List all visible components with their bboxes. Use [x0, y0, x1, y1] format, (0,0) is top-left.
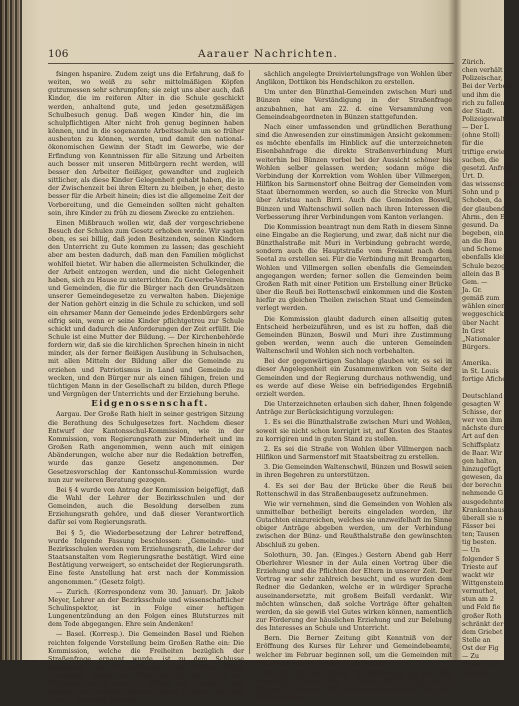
facing-page-line: Bürgers. — [462, 342, 491, 351]
news-item: Bei der Nationalratswahl im Oberaargau hat bei 7094 eingelegten Stimmzetteln Hr. Pfarrer Bitzius 3408 und Hr. Bürgerrath Gugger 3408 erhalten; das absolute Mehr war 3548 Stimmen. — [256, 668, 452, 702]
facing-page-line: Amerika. — [462, 359, 492, 368]
facing-page-line: Schiffsplatz — [462, 440, 500, 449]
news-item: Bei der gegenwärtigen Sachlage glauben wir, es sei in dieser Angelegenheit ein Zusammenwirken von Seite der Gemeinden und der Regierung durchaus nothwendig, und es werde auf diese Weise ein befriedigendes Ergebniß erzielt werden. — [256, 357, 452, 398]
facing-page-line: Schoben, da — [462, 196, 502, 205]
facing-page-line: und Scheme — [462, 245, 503, 254]
facing-page-line: nehmende G — [462, 489, 503, 498]
facing-page-line: „Nationaler — [462, 334, 500, 343]
facing-page-line: tig besten. — [462, 538, 497, 547]
facing-page-line: (ohne Stoll) — [462, 131, 500, 140]
facing-page-line: Stelle an — [462, 635, 491, 644]
news-item: Bei § 5, die Wiederbesetzung der Lehrer betreffend, wurde folgende Fassung beschlossen: „Gemeinde- und Bezirksschulen werden vom Erziehungsrath, die Lehrer der Staatsanstalten vom Regierungsrathe bestätigt. Wird eine Bestätigung verweigert, so entscheidet der Regierungsrath. Eine feste Anstellung hat erst nach der Kommission angenommen.“ (Gesetz folgt). — [48, 528, 244, 586]
facing-page-line: das wissenschaft. — [462, 180, 519, 189]
facing-page-line: gesetzl. Anfrage — [462, 163, 515, 172]
newspaper-page — [48, 48, 454, 704]
news-item: 2. Es sei die Straße von Wohlen über Villmergen nach Hilfikon und Sarmenstorf mit Staatsbeitrag zu erstellen. — [256, 444, 452, 462]
facing-page-line: Fässer bei — [462, 522, 496, 531]
facing-page-line: der glaubend. — [462, 204, 508, 213]
facing-page-line: hinzugefügt — [462, 465, 501, 474]
facing-page-line: vermuthet, — [462, 587, 498, 596]
facing-page-line: schränkt der — [462, 619, 504, 628]
facing-page-line: in St. Louis — [462, 367, 499, 376]
facing-page-line: wer von ihm — [462, 416, 503, 425]
news-item: Bei § 4 wurde von Antrag der Kommission beigefügt, daß die Wahl der Lehrer der Bezirksschulen und der Gemeinden, auch die Besoldung derselben zum Erziehungsrath gehöre, und daß dieser Verantwortlich dafür sei vom Regierungsrath. — [48, 485, 244, 527]
facing-page-line: Urt. D. — [462, 171, 484, 180]
facing-page-line: und ihm die — [462, 90, 501, 99]
facing-page-line: — Der L — [462, 123, 489, 132]
facing-page-line: nächste durch — [462, 424, 509, 433]
facing-page-line: Krankenhaus — [462, 505, 505, 514]
facing-page-line: für die — [462, 139, 484, 148]
facing-page-line: suchen, die — [462, 155, 499, 164]
facing-page-line: allein das B — [462, 269, 500, 278]
facing-page-line: Ost der Fig — [462, 644, 499, 653]
facing-page-line: gewesen, da — [462, 473, 503, 482]
facing-page-fragment — [462, 58, 519, 677]
facing-page-line: wählen einen — [462, 302, 506, 311]
news-item: Die Kommission glaubt dadurch einen allseitig guten Entscheid herbeizuführen, und es ist zu hoffen, daß die Gemeinden Bünzen, Boswil und Muri ihre Zustimmung geben werden, wenn auch die unteren Gemeinden Waltenschwil und Wohlen sich noch vorbehalten. — [256, 314, 452, 356]
page-header — [48, 48, 454, 64]
facing-page-line: Gem. — — [462, 277, 488, 286]
news-item: Bern. Die Berner Zeitung gibt Kenntniß von der Eröffnung des Kurses für Lehrer und Gemeindebeamte, welcher im Februar beginnen soll, um die Gemeinden mit den neuen Gesetzen bekannt zu machen. — [256, 634, 452, 667]
facing-page-line: Zürich. — [462, 58, 486, 66]
facing-page-line: triftige erwie — [462, 147, 505, 156]
article-paragraph: fsingen hspanire. Zudem zeigt uns die Erfahrung, daß fo weiten, wo weiß zu sehr mittelmäßigen Köpfen gutzumessen sehr schrumpfen; sie zeigt uns aber auch, daß Kinder, die im reiferen Alter in die Schule geschickt werden, anhaltend gute, und jeden gesetzmäßigen Schulbesuch genug. Daß wegen Kinder hin, die im schulpflichtigen Alter nicht froh genug beginnen haben können, und in die sogenannte Arbeitsschule um so früher ausbeuten zu können, werden, und damit den national-ökonomischen Gewinn der Stadt im Gewerbe, wie der Erfindung von Kenntnissen für alle Sitzung und Arbeiten auch besser mit unseren Mitbürgern recht werden, will besser den Arbeiter fleißiger, gewandter und zugleich sittlicher, als diese Kinder Gelegenheit gehabt haben, die in der Zwischenzeit bei ihren Eltern zu bleiben, je eher, desto besser für die Arbeit hinein; dies ist die allgemeine Zeit der Vorbereitung, und die Gemeinden sollten nicht gehalten sein, ihre Kinder zu früh zu diesem Zwecke zu entziehen. — [48, 70, 244, 217]
facing-page-line: gesund. Da — [462, 220, 499, 229]
news-item: Wie wir vernehmen, sind die Gemeinden von Wohlen als unmittelbar betheiligt bereits eingeladen worden, ihr Gutachten einzureichen, welches sie unzweifelhaft im Sinne obiger Anträge abgeben werden, um der Verbindung zwischen der Bünz- und Reußthalstraße den gewünschten Abschluß zu geben. — [256, 499, 452, 549]
facing-page-line: großer Roth — [462, 611, 502, 620]
facing-page-line: gesagten W — [462, 399, 501, 408]
facing-page-line: Häusern ab — [462, 660, 500, 669]
facing-page-line: der Stadt. — [462, 106, 495, 115]
facing-page-line: folgender S — [462, 554, 500, 563]
facing-page-line: ebenfalls klein — [462, 253, 510, 262]
facing-page-line — [462, 384, 504, 392]
column-divider — [249, 70, 250, 654]
facing-page-line: weggeschickt. — [462, 310, 509, 319]
facing-page-line: Art auf den — [462, 432, 499, 441]
facing-page-line: ausgedehnten — [462, 497, 508, 506]
news-item: Nach einer umfassenden und gründlichen Berathung sind die Anwesenden zur einstimmigen Ansicht gekommen: es möchte ebenfalls im Hinblick auf die unterzeichneten Eisenbahnfrage die direkte Straßenverbindung Muri weiterhin bei Bünzen vorbei bei der Aussicht schöner bis Wohlen selber gelassen werden; sodann möge die Verbindung der Korrektion vom Wohlen über Villmergen, Hilfikon bis Sarmenstorf ohne Beitrag der Gemeinden vom Staat übernommen werden, so auch die Strecke von Muri über Aristau nach Birri. Auch die Gemeinden Boswil, Bünzen und Waltenschwil sollen nach ihren Interessen die Verbesserung ihrer Verbindungen vom Kanton verlangen. — [256, 122, 452, 221]
facing-page-line: belegen. — [462, 668, 490, 677]
news-item: — Basel. (Korresp.). Die Gemeinden Basel und Riehen reichten folgende Vorstellung beim Großen Rathe ein: Die Kommission, welche die Freiheiten bezüglich der Straßenfrage ernannt wurde, ist zu dem Schlusse gekommen, die Verhandlungen dem Großen Rathe vorzulegen, indem der Regierungsrath die Sache der Straßenkorrektion zwischen Wohlen und Lenzburg, dem Wohlen und Lenzburg fallen zu lassen; dagegen eine neue Linie in Vorschlag gebracht. — [48, 630, 244, 704]
facing-page-line: überall sie n — [462, 513, 503, 522]
facing-page-line: Polizeischar, — [462, 74, 503, 83]
facing-page-line: Trieste auf — [462, 562, 498, 571]
news-item: — Zurich. (Korrespondenz vom 30. Januar). Dr. Jakob Meyer, Lehrer an der Bezirksschule und wissenschaftlicher Schulinspektor, ist in Folge einer heftigen Lungenentzündung an den Folgen eines Blutsturzes mit dem Tode abgegangen. Ehre sein Andenken! — [48, 587, 244, 629]
facing-page-line: gen halten, — [462, 456, 499, 465]
article-paragraph: Einen Mißbrauch wollen wir, daß der vorgeschriebene Besuch der Schulen zum Gesetz erhoben werde. Wir sagten oben, es sei billig, daß jeden Besitzenden, seinen Kindern den Unterricht zu Gute kommen zu lassen; das geschieht aber am besten dadurch, daß man den Familien möglichst wohlfeil bietet. Wir haben die allermeisten Schulkinder, die der Arbeit entzogen werden, und die nicht Gelegenheit haben, sich zu Hause zu unterrichten. Zu Gewerbe-Vereinen und Gemeinden, die für die Bürger nach den Grundsätzen unserer Gemeindegesetze zu verwalten haben. Diejenige der Nation gehört einzig in die Schule zu schicken, und soll ein ehrsamer Mann der Gemeinde jedes Erdenbürgers sehr eifrig sein, wenn er seine Kinder pflichtgetreu zur Schule schickt und dadurch die Anforderungen der Zeit erfüllt. Die Schule ist eine Mutter der Bildung. — Der Kirchenbehörde fordern wir, daß sie die kirchlichen Sprechen hinein in nicht minder, als der ferner fleißigen Ausübung in Schulsachen, mit allen Mitteln der Bildung aller die Gemeinde zu erziehen und Patriotismus in Land und Gemeinde zu wecken, und den Bürger nur als einen fähigen, freien und tüchtigen Mann in der Gesellschaft zu bilden, durch Pflege und Vergnügen der Unterrichts und der Erziehung beruhe. — [48, 218, 244, 399]
page-stack-edge — [0, 0, 22, 660]
running-head: Aarauer Nachrichten. — [198, 48, 339, 60]
facing-page-line: gemäß zum — [462, 294, 500, 303]
news-item: sächlich angelegte Dreiviertelungsfrage von Wohlen über Anglikon, Dottikon bis Hendschikon zu erstellen. — [256, 70, 452, 87]
facing-page-line: über Nacht — [462, 318, 499, 327]
facing-page-line: rich zu fallen — [462, 98, 505, 107]
news-item: 3. Die Gemeinden Waltenschwil, Bünzen und Boswil seien in ihren Begehren zu unterstützen. — [256, 463, 452, 480]
facing-page-line: — Zu — [462, 652, 479, 661]
header-rule — [48, 63, 454, 64]
facing-page-line: an die Bau — [462, 237, 497, 246]
facing-page-line: Wittgenstein — [462, 579, 504, 587]
news-item: Die Unterzeichneten erlauben sich daher, Ihnen folgende Anträge zur Berücksichtigung vorzulegen: — [256, 400, 452, 417]
facing-page-line — [462, 351, 504, 359]
facing-page-line: stun am 2 — [462, 595, 495, 604]
news-item: Solothurn, 30. Jan. (Einges.) Gestern Abend gab Herr Oberlehrer Wiesner in der Aula einen Vortrag über die Erziehung und die Pflichten der Eltern in unserer Zeit. Der Vortrag war sehr zahlreich besucht, und es wurden dem Redner die Gedanken, welche er in würdiger Sprache auseinandersetzte, mit großem Beifall verdankt. Wir möchten wünschen, daß solche Vorträge öfter gehalten werden, da sie gewiß viel Gutes wirken können, namentlich zur Förderung der häuslichen Erziehung und zur Belebung des Interesses an Schule und Unterricht. — [256, 550, 452, 633]
facing-page-line: ten; Tausen — [462, 530, 500, 539]
facing-page-line: Schisse, der — [462, 408, 502, 417]
news-item: 4. Es sei der Bau der Brücke über die Reuß bei Rottenschwil in das Straßenbaugesetz aufzunehmen. — [256, 481, 452, 498]
facing-page-line: Polizeigewalt — [462, 114, 505, 123]
news-item: Um unter den Bünzthal-Gemeinden zwischen Muri und Bünzen eine Verständigung in der Straßenfrage anzubahnen, hat am 22. d. eine Versammlung von Gemeindeabgeordneten in Bünzen stattgefunden. — [256, 88, 452, 121]
facing-page-line: Ahrm., den E — [462, 212, 505, 221]
facing-page-line: Sohn und p — [462, 188, 499, 197]
facing-page-line: In Grst — [462, 326, 485, 335]
facing-page-line: fortige Afiche — [462, 375, 507, 384]
facing-page-line: Deutschland — [462, 391, 503, 400]
news-item: Aargau. Der Große Rath hielt in seiner gestrigen Sitzung die Berathung des Schulgesetzes fort. Nachdem dieser Entwurf der Kantonsschul-Kommission, wie in der Kommission, vom Regierungsrath zur Minderheit und im Großen Rath angenommen, wenn auch mit einigen Abänderungen, welche aber nur die Redaktion betreffen, wurde das ganze Gesetz angenommen. Der Gesetzesvorschlag der Kantonsschul-Kommission wurde nun zur weiteren Beratung gezogen. — [48, 410, 244, 484]
facing-page-line: dem Griebet — [462, 627, 503, 636]
facing-page-line: begeben, ein — [462, 228, 504, 237]
facing-page-line: Ja. Gr. — [462, 285, 482, 294]
facing-page-line: chen verhält — [462, 66, 503, 75]
facing-page-line: Schule bezog — [462, 261, 506, 270]
facing-page-line: wackt wir — [462, 570, 494, 579]
news-item: 1. Es sei die Bünzthalstraße zwischen Muri und Wohlen, soweit sie nicht schon korrigirt ist, auf Kosten des Staates zu korrigiren und in guten Stand zu stellen. — [256, 418, 452, 443]
page-number: 106 — [48, 48, 69, 60]
right-column — [256, 70, 452, 704]
facing-page-line: und Feld fie — [462, 603, 501, 612]
left-column — [48, 70, 244, 706]
facing-page-line: — Un — [462, 546, 480, 555]
facing-page-line: de Baar. Wir — [462, 448, 503, 457]
section-title: Eidgenossenschaft. — [91, 399, 209, 410]
news-item: Die Kommission beantragt nun dem Rath in diesem Sinne eine Eingabe an die Regierung, und zwar, daß nicht nur die Bünzthalstraße mit Muri in Verbindung gebracht werde, sondern auch die Hauptstraße vom Freiamt nach dem Seetal zu erstellen sei. Für die Verbindung mit Bremgarten, Wohlen und Villmergen sollen ebenfalls die Gemeinden angegangen werden; ferner sollen die Gemeinden beim Großen Rath mit einer Petition um Erstellung einer Brücke über die Reuß bei Rottenschwil einkommen und die Kosten hiefür zu gleichen Theilen zwischen Staat und Gemeinden verlegt werden. — [256, 222, 452, 313]
facing-page-line: der berechn — [462, 481, 502, 490]
facing-page-line: Bei der Verbess- — [462, 82, 515, 91]
